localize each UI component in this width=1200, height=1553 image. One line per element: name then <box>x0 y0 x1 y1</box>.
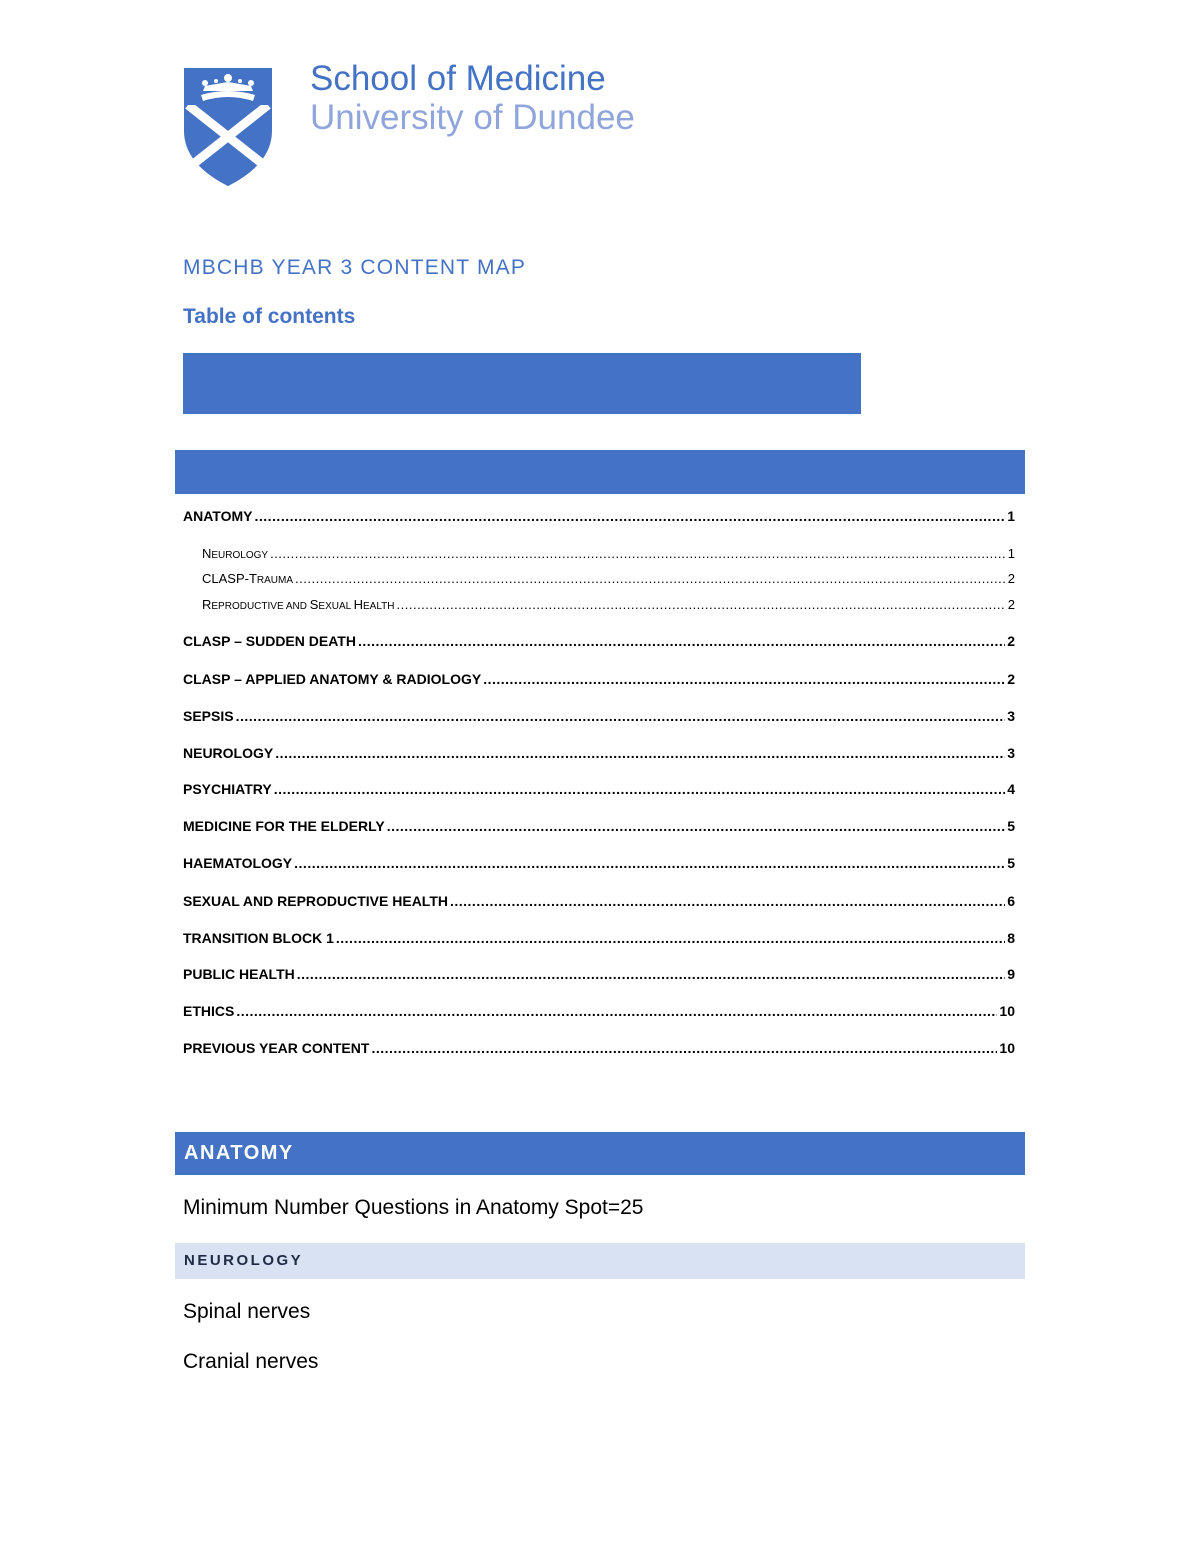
toc-entry-clasp-applied-anatomy[interactable]: CLASP – APPLIED ANATOMY & RADIOLOGY ..... 2 <box>183 671 1015 687</box>
title-banner <box>183 353 861 414</box>
university-name: University of Dundee <box>310 98 635 137</box>
school-name: School of Medicine <box>310 59 606 98</box>
toc-entry-previous-year-content[interactable]: PREVIOUS YEAR CONTENT ..... 10 <box>183 1040 1015 1056</box>
toc-entry-haematology[interactable]: HAEMATOLOGY ..... 5 <box>183 855 1015 871</box>
toc-entry-transition-block-1[interactable]: TRANSITION BLOCK 1 ..... 8 <box>183 930 1015 946</box>
university-crest-logo <box>183 65 273 187</box>
document-title: MBCHB YEAR 3 CONTENT MAP <box>183 256 527 279</box>
list-item: Spinal nerves <box>183 1300 311 1323</box>
toc-banner <box>175 450 1025 494</box>
toc-entry-reproductive-sexual-health[interactable]: REPRODUCTIVE AND SEXUAL HEALTH ..... 2 <box>202 597 1015 612</box>
toc-entry-clasp-sudden-death[interactable]: CLASP – SUDDEN DEATH ..... 2 <box>183 633 1015 649</box>
toc-entry-neurology-sub[interactable]: NEUROLOGY ..... 1 <box>202 546 1015 561</box>
subsection-header-neurology <box>175 1243 1025 1279</box>
subsection-title: NEUROLOGY <box>184 1252 304 1269</box>
toc-entry-medicine-elderly[interactable]: MEDICINE FOR THE ELDERLY ..... 5 <box>183 818 1015 834</box>
section-title: ANATOMY <box>184 1142 294 1164</box>
toc-entry-sepsis[interactable]: SEPSIS ..... 3 <box>183 708 1015 724</box>
toc-entry-public-health[interactable]: PUBLIC HEALTH ..... 9 <box>183 966 1015 982</box>
toc-entry-sexual-reproductive-health[interactable]: SEXUAL AND REPRODUCTIVE HEALTH ..... 6 <box>183 893 1015 909</box>
toc-entry-ethics[interactable]: ETHICS ..... 10 <box>183 1003 1015 1019</box>
list-item: Cranial nerves <box>183 1350 319 1373</box>
toc-entry-anatomy[interactable]: ANATOMY ..... 1 <box>183 508 1015 524</box>
toc-entry-neurology[interactable]: NEUROLOGY ..... 3 <box>183 745 1015 761</box>
min-questions-text: Minimum Number Questions in Anatomy Spot=25 <box>183 1196 644 1219</box>
toc-entry-clasp-trauma[interactable]: CLASP-TRAUMA ..... 2 <box>202 571 1015 586</box>
toc-entry-psychiatry[interactable]: PSYCHIATRY ..... 4 <box>183 781 1015 797</box>
section-header-anatomy <box>175 1132 1025 1175</box>
toc-heading: Table of contents <box>183 305 356 328</box>
